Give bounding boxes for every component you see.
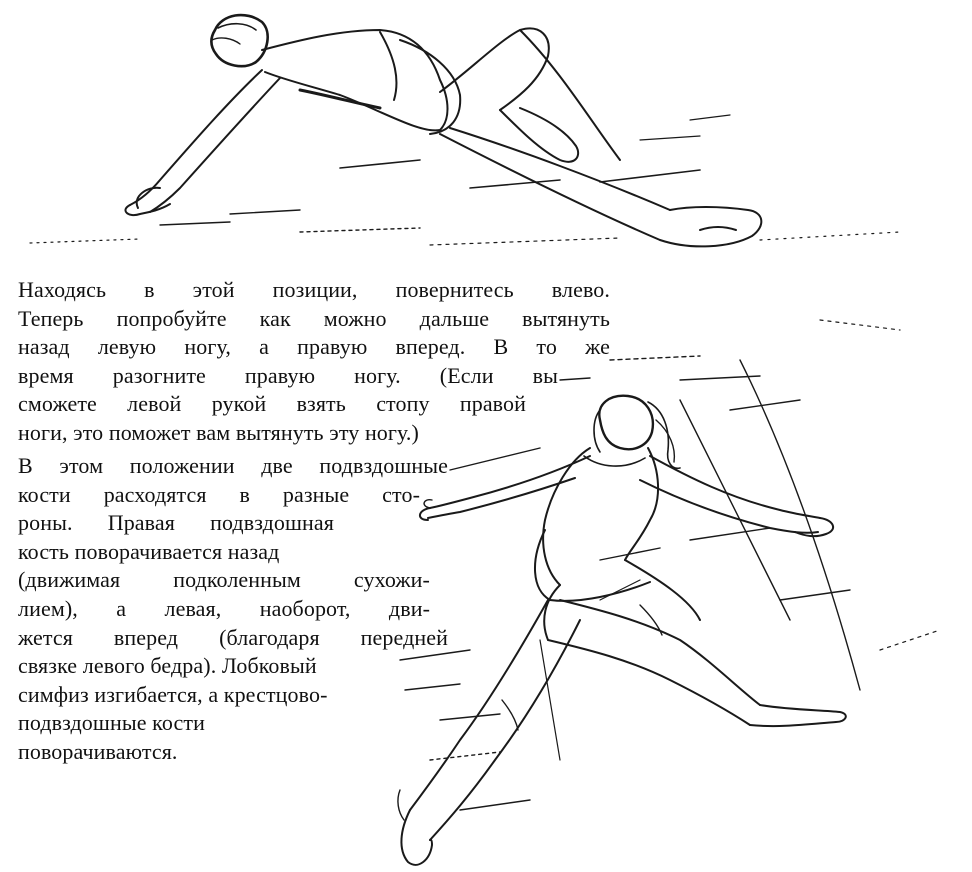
paragraph-line: связке левого бедра). Лобковый [18,653,317,679]
paragraph-2 [18,452,448,767]
paragraph-line: сможете левой рукой взять стопу правой [18,391,526,417]
paragraph-line: роны. Правая подвздошная [18,510,334,536]
paragraph-line: кости расходятся в разные сто- [18,481,420,507]
paragraph-line: (движимая подколенным сухожи- [18,567,430,593]
paragraph-line: симфиз изгибается, а крестцово- [18,681,328,707]
paragraph-line: поворачиваются. [18,738,178,764]
top-figure-illustration [30,15,900,246]
paragraph-line: назад левую ногу, а правую вперед. В то же [18,334,610,360]
paragraph-line: лием), а левая, наоборот, дви- [18,595,430,621]
paragraph-line: Теперь попробуйте как можно дальше вытянуть [18,305,610,331]
paragraph-line: подвздошные кости [18,710,205,736]
paragraph-line: В этом положении две подвздошные [18,453,448,478]
paragraph-line: кость поворачивается назад [18,538,280,564]
paragraph-line: ноги, это поможет вам вытянуть эту ногу.) [18,419,419,445]
paragraph-line: Находясь в этой позиции, повернитесь влево. [18,277,610,302]
paragraph-1 [18,276,610,448]
paragraph-line: жется вперед (благодаря передней [18,624,448,650]
paragraph-line: время разогните правую ногу. (Если вы [18,362,558,388]
